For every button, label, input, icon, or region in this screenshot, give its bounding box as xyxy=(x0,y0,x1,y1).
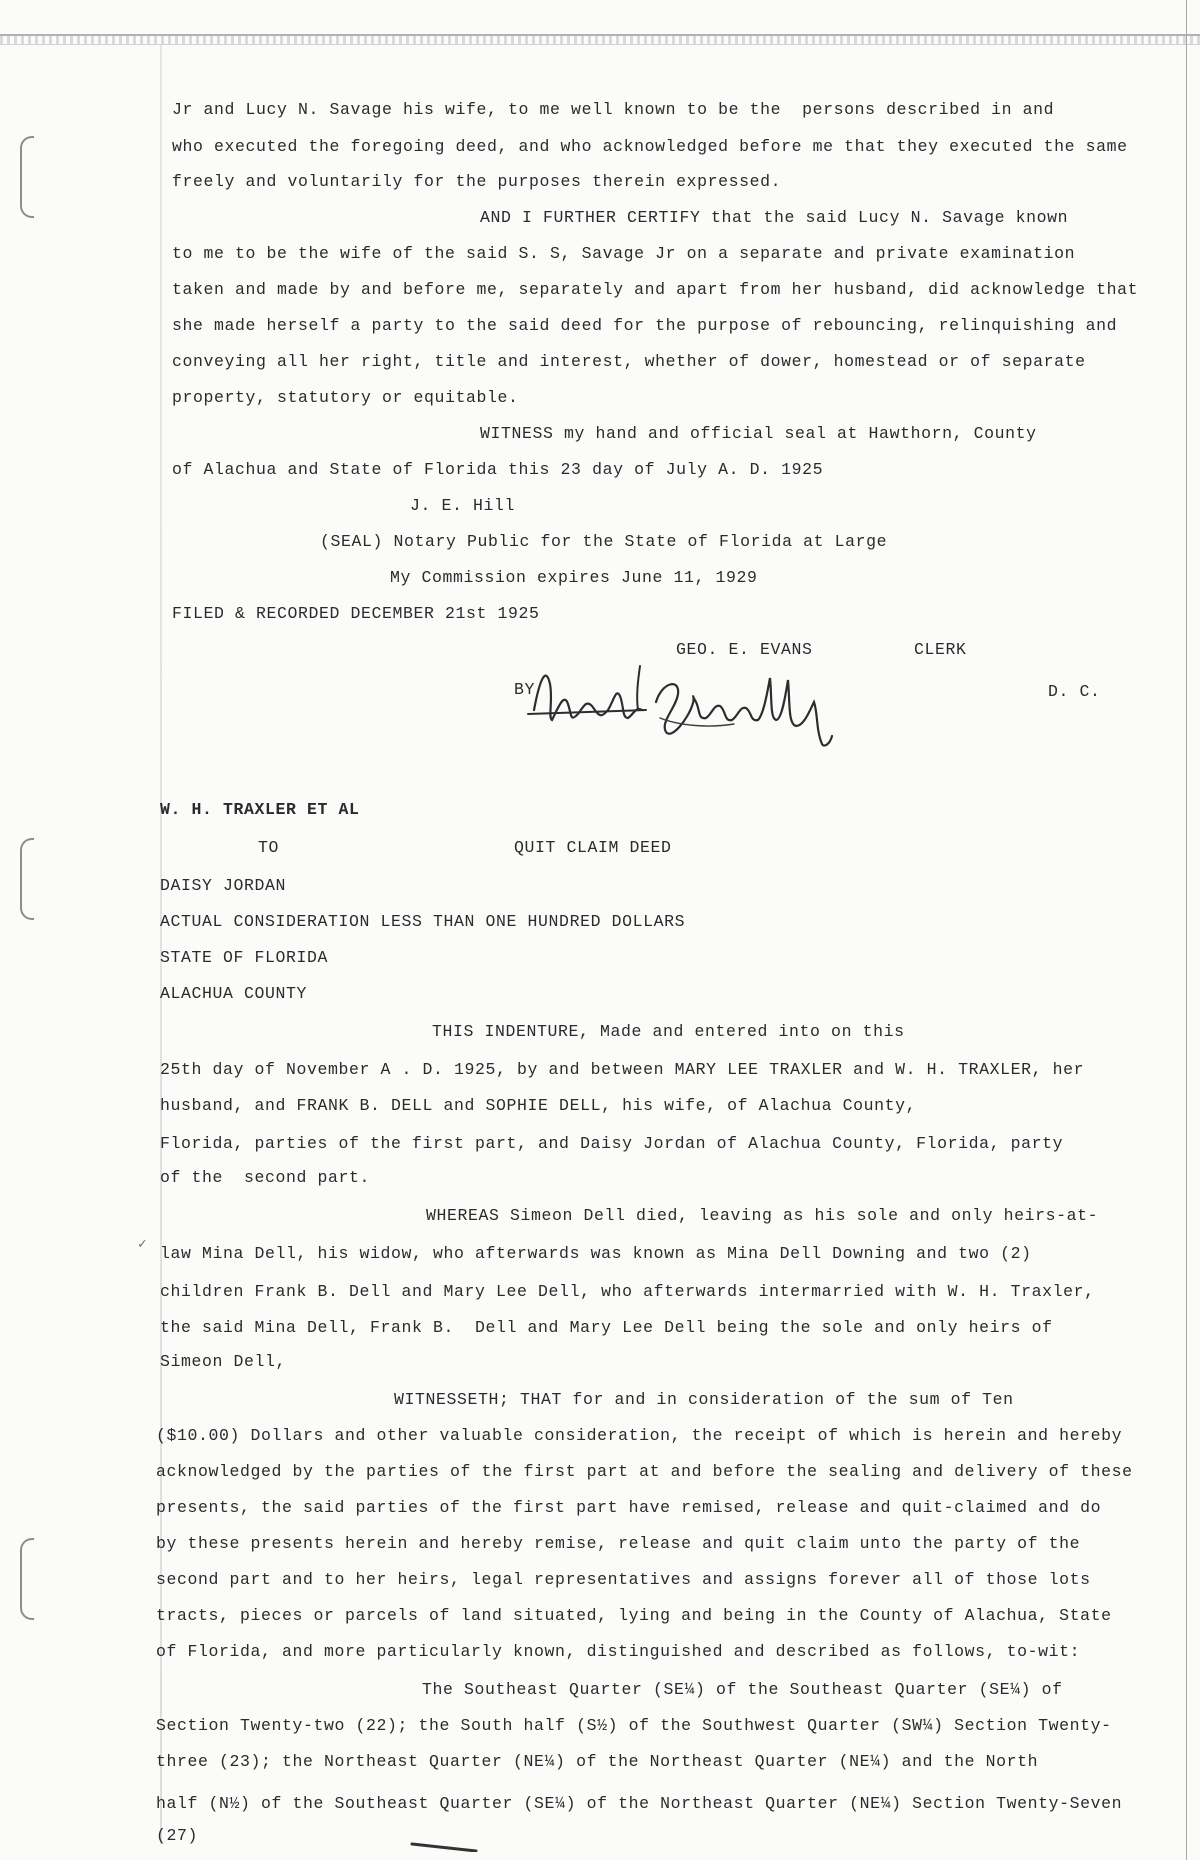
county-line: ALACHUA COUNTY xyxy=(160,984,308,1003)
binder-hole-3 xyxy=(20,1538,34,1620)
state-line: STATE OF FLORIDA xyxy=(160,948,329,967)
text-line: she made herself a party to the said deed for the purpose of rebouncing, relinquishing and xyxy=(172,316,1118,335)
text-line: WITNESSETH; THAT for and in consideration of the sum of Ten xyxy=(394,1390,1014,1409)
consideration-line: ACTUAL CONSIDERATION LESS THAN ONE HUNDRED DOLLARS xyxy=(160,912,686,931)
text-line: husband, and FRANK B. DELL and SOPHIE DELL, his wife, of Alachua County, xyxy=(160,1096,917,1115)
notary-name: J. E. Hill xyxy=(410,496,516,515)
text-line: of Florida, and more particularly known, distinguished and described as follows, to-wit: xyxy=(156,1642,1081,1661)
text-line: presents, the said parties of the first part have remised, release and quit-claimed and do xyxy=(156,1498,1102,1517)
by-label: BY xyxy=(514,680,536,699)
right-page-edge xyxy=(1186,0,1187,1860)
text-line: WITNESS my hand and official seal at Hawthorn, County xyxy=(480,424,1037,443)
text-line: taken and made by and before me, separately and apart from her husband, did acknowledge that xyxy=(172,280,1139,299)
text-line: children Frank B. Dell and Mary Lee Dell, who afterwards intermarried with W. H. Traxler, xyxy=(160,1282,1095,1301)
text-line: acknowledged by the parties of the first part at and before the sealing and delivery of these xyxy=(156,1462,1133,1481)
text-line: THIS INDENTURE, Made and entered into on this xyxy=(432,1022,905,1041)
text-line: AND I FURTHER CERTIFY that the said Lucy N. Savage known xyxy=(480,208,1069,227)
text-line: of Alachua and State of Florida this 23 day of July A. D. 1925 xyxy=(172,460,824,479)
text-line: to me to be the wife of the said S. S, Savage Jr on a separate and private examination xyxy=(172,244,1076,263)
top-margin-rule xyxy=(0,34,1200,45)
text-line: Simeon Dell, xyxy=(160,1352,287,1371)
commission-line: My Commission expires June 11, 1929 xyxy=(390,568,758,587)
handwritten-signature xyxy=(520,648,860,758)
deputy-clerk-label: D. C. xyxy=(1048,682,1101,701)
text-line: half (N½) of the Southeast Quarter (SE¼) of the Northeast Quarter (NE¼) Section Twenty-Seven xyxy=(156,1794,1123,1813)
clerk-name: GEO. E. EVANS xyxy=(676,640,813,659)
deed-party-to: DAISY JORDAN xyxy=(160,876,287,895)
deed-party-from: W. H. TRAXLER ET AL xyxy=(160,800,360,819)
text-line: Jr and Lucy N. Savage his wife, to me well known to be the persons described in and xyxy=(172,100,1055,119)
text-line: WHEREAS Simeon Dell died, leaving as his sole and only heirs-at- xyxy=(426,1206,1099,1225)
margin-check-mark: ✓ xyxy=(138,1237,147,1253)
filed-recorded-line: FILED & RECORDED DECEMBER 21st 1925 xyxy=(172,604,540,623)
text-line: The Southeast Quarter (SE¼) of the Southeast Quarter (SE¼) of xyxy=(422,1680,1063,1699)
text-line: tracts, pieces or parcels of land situated, lying and being in the County of Alachua, State xyxy=(156,1606,1112,1625)
text-line: Florida, parties of the first part, and Daisy Jordan of Alachua County, Florida, party xyxy=(160,1134,1064,1153)
deed-title: QUIT CLAIM DEED xyxy=(514,838,672,857)
text-line: law Mina Dell, his widow, who afterwards was known as Mina Dell Downing and two (2) xyxy=(160,1244,1032,1263)
text-line: property, statutory or equitable. xyxy=(172,388,519,407)
text-line: of the second part. xyxy=(160,1168,371,1187)
text-line: who executed the foregoing deed, and who acknowledged before me that they executed the same xyxy=(172,137,1128,156)
text-line: 25th day of November A . D. 1925, by and between MARY LEE TRAXLER and W. H. TRAXLER, her xyxy=(160,1060,1085,1079)
binder-hole-2 xyxy=(20,838,34,920)
text-line: conveying all her right, title and interest, whether of dower, homestead or of separate xyxy=(172,352,1086,371)
ink-smudge xyxy=(410,1840,480,1852)
text-line: ($10.00) Dollars and other valuable consideration, the receipt of which is herein and hereby xyxy=(156,1426,1123,1445)
text-line: (27) xyxy=(156,1826,199,1845)
text-line: three (23); the Northeast Quarter (NE¼) of the Northeast Quarter (NE¼) and the North xyxy=(156,1752,1039,1771)
text-line: freely and voluntarily for the purposes therein expressed. xyxy=(172,172,782,191)
notary-title: (SEAL) Notary Public for the State of Florida at Large xyxy=(320,532,888,551)
deed-to-label: TO xyxy=(258,838,280,857)
clerk-label: CLERK xyxy=(914,640,967,659)
text-line: Section Twenty-two (22); the South half (S½) of the Southwest Quarter (SW¼) Section Twenty- xyxy=(156,1716,1112,1735)
text-line: second part and to her heirs, legal representatives and assigns forever all of those lots xyxy=(156,1570,1091,1589)
text-line: the said Mina Dell, Frank B. Dell and Mary Lee Dell being the sole and only heirs of xyxy=(160,1318,1053,1337)
binder-hole-1 xyxy=(20,136,34,218)
text-line: by these presents herein and hereby remise, release and quit claim unto the party of the xyxy=(156,1534,1081,1553)
